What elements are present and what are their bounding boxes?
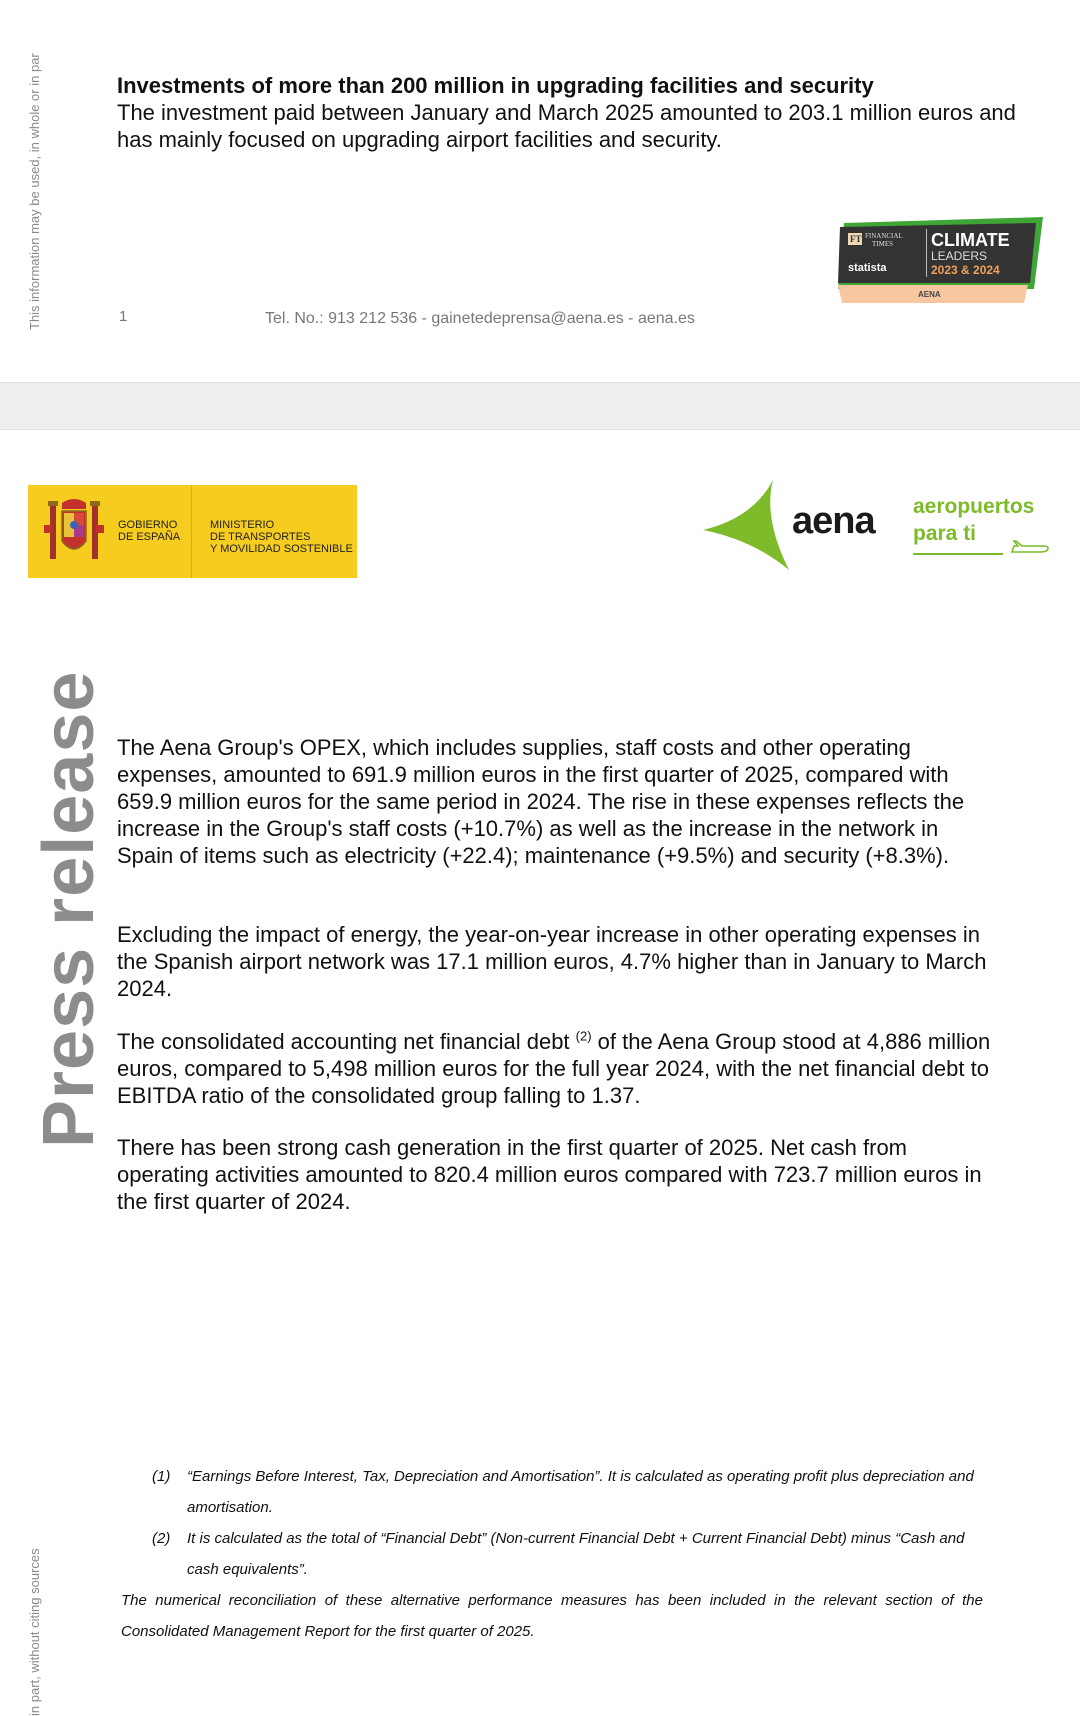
ministerio-line-3: Y MOVILIDAD SOSTENIBLE — [210, 543, 353, 555]
ft-logo-mark: FT — [850, 234, 862, 244]
leaders-label: LEADERS — [931, 249, 988, 263]
tagline-line-2: para ti — [913, 522, 977, 545]
ft-climate-leaders-badge — [838, 217, 1043, 304]
footnote-2 — [0, 1523, 1080, 1585]
investments-heading: Investments of more than 200 million in upgrading facilities and security — [117, 73, 874, 98]
reconciliation-note: The numerical reconciliation of these alternative performance measures has been included in the relevant section of the Consolidated Management Report for the first quarter of 2025. — [121, 1592, 983, 1640]
ministerio-line-1: MINISTERIO — [210, 519, 275, 531]
footnote-text: It is calculated as the total of “Financial Debt” (Non-current Financial Debt + Current Financial Debt) minus “Cash and cash equivalents”. — [187, 1530, 965, 1578]
statista-label: statista — [848, 262, 887, 274]
footnote-text: “Earnings Before Interest, Tax, Depreciation and Amortisation”. It is calculated as operating profit plus depreciation and amortisation. — [187, 1468, 974, 1516]
ministerio-line-2: DE TRANSPORTES — [210, 531, 311, 543]
gobierno-espana-logo — [28, 485, 357, 578]
aena-tagline — [913, 493, 1034, 547]
page-number: 1 — [119, 308, 128, 325]
ft-name-2: TIMES — [872, 240, 893, 248]
energy-paragraph: Excluding the impact of energy, the year-on-year increase in other operating expenses in the Spanish airport network was 17.1 million euros, 4.7% higher than in January to March 2024. — [117, 922, 987, 1001]
climate-label: CLIMATE — [931, 230, 1010, 250]
contact-line: Tel. No.: 913 212 536 - gainetedeprensa@aena.es - aena.es — [265, 310, 695, 327]
usage-side-note-bottom: in part, without citing sources — [27, 1548, 42, 1716]
tagline-underline — [913, 553, 1003, 555]
usage-side-note: This information may be used, in whole or in par — [27, 53, 42, 330]
investments-lead: The investment paid between January and March 2025 amounted to 203.1 million euros and has mainly focused on upgrading airport facilities and security. — [117, 100, 1016, 152]
footnote-1 — [0, 1461, 1080, 1523]
aena-wordmark: aena — [792, 500, 875, 542]
years-label: 2023 & 2024 — [931, 263, 1000, 277]
gobierno-line-1: GOBIERNO — [118, 519, 178, 531]
net-debt-paragraph: The consolidated accounting net financial debt $^{(2)}$ of the Aena Group stood at 4,886 million euros, compared to 5,498 million euros for the full year 2024, with the net financial debt to EBITDA ratio of the consolidated group falling to 1.37. — [117, 1028, 991, 1108]
aena-logo-arrow-icon — [703, 478, 795, 570]
plane-icon — [1010, 540, 1050, 558]
coat-of-arms-icon — [40, 497, 108, 565]
opex-paragraph: The Aena Group's OPEX, which includes supplies, staff costs and other operating expenses, amounted to 691.9 million euros in the first quarter of 2025, compared with 659.9 million euros for the same period in 2024. The rise in these expenses reflects the increase in the Group's staff costs (+10.7%) as well as the increase in the network in Spain of items such as electricity (+22.4); maintenance (+9.5%) and security (+8.3%). — [117, 735, 965, 868]
footnote-ref: (2) — [575, 1028, 592, 1044]
company-label: AENA — [918, 290, 941, 299]
page-gap — [0, 382, 1080, 430]
footnote-number: (2) — [152, 1530, 171, 1547]
footnote-number: (1) — [152, 1468, 171, 1485]
cash-generation-paragraph: There has been strong cash generation in the first quarter of 2025. Net cash from operating activities amounted to 820.4 million euros compared with 723.7 million euros in the first quarter of 2024. — [117, 1135, 982, 1214]
ft-name-1: FINANCIAL — [865, 232, 903, 240]
gobierno-line-2: DE ESPAÑA — [118, 531, 181, 543]
press-release-title: Press release — [29, 670, 109, 1148]
tagline-line-1: aeropuertos — [913, 495, 1035, 518]
